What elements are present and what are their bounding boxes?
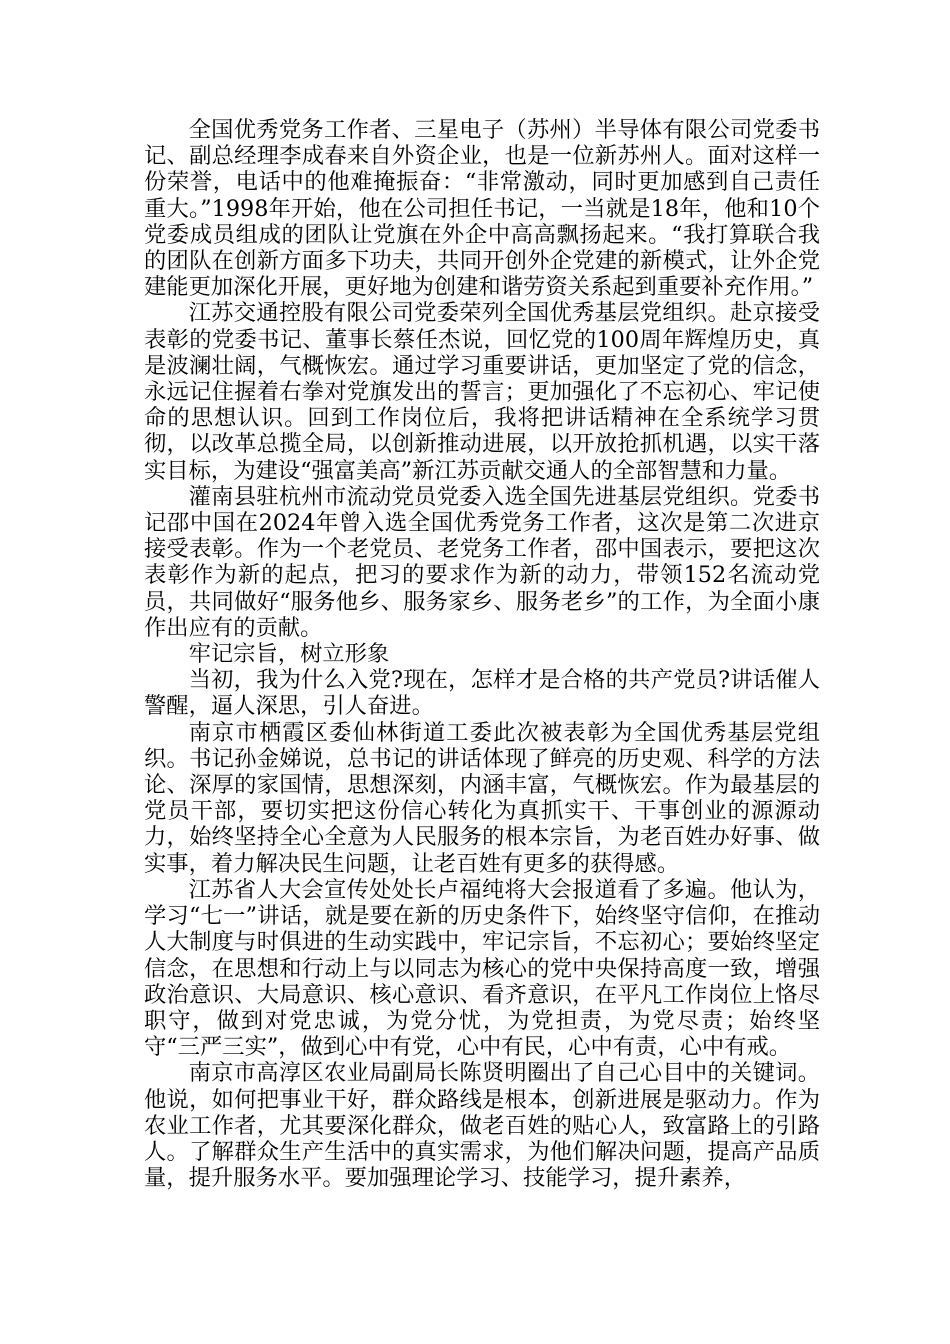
paragraph-sun-jindi: 南京市栖霞区委仙林街道工委此次被表彰为全国优秀基层党组织。书记孙金娣说，总书记的讲话体现了鲜亮的历史观、科学的方法论、深厚的家国情，思想深刻，内涵丰富，气概恢宏。作为最基层的党员干部，要切实把这份信心转化为真抓实干、干事创业的源源动力，始终坚持全心全意为人民服务的根本宗旨，为老百姓办好事、做实事，着力解决民生问题，让老百姓有更多的获得感。 — [144, 719, 820, 877]
section-heading: 牢记宗旨，树立形象 — [188, 641, 390, 668]
paragraph-li-chengchun: 全国优秀党务工作者、三星电子（苏州）半导体有限公司党委书记、副总经理李成春来自外资企业，也是一位新苏州人。面对这样一份荣誉，电话中的他难掩振奋：“非常激动，同时更加感到自己责任重大。”1998年开始，他在公司担任书记，一当就是18年，他和10个党委成员组成的团队让党旗在外企中高高飘扬起来。“我打算联合我的团队在创新方面多下功夫，共同开创外企党建的新模式，让外企党建能更加深化开展，更好地为创建和谐劳资关系起到重要补充作用。” — [144, 117, 820, 301]
paragraph-chen-xianming: 南京市高淳区农业局副局长陈贤明圈出了自己心目中的关键词。他说，如何把事业干好，群众路线是根本，创新进展是驱动力。作为农业工作者，尤其要深化群众，做老百姓的贴心人，致富路上的引路人。了解群众生产生活中的真实需求，为他们解决问题，提高产品质量，提升服务水平。要加强理论学习、技能学习，提升素养， — [144, 1060, 820, 1192]
paragraph-cai-renjie: 江苏交通控股有限公司党委荣列全国优秀基层党组织。赴京接受表彰的党委书记、董事长蔡任杰说，回忆党的100周年辉煌历史，真是波澜壮阔，气概恢宏。通过学习重要讲话，更加坚定了党的信念，永远记住握着右拳对党旗发出的誓言；更加强化了不忘初心、牢记使命的思想认识。回到工作岗位后，我将把讲话精神在全系统学习贯彻，以改革总揽全局，以创新推动进展，以开放抢抓机遇，以实干落实目标，为建设“强富美高”新江苏贡献交通人的全部智慧和力量。 — [144, 300, 820, 484]
paragraph-shao-zhongguo: 灌南县驻杭州市流动党员党委入选全国先进基层党组织。党委书记邵中国在2024年曾入选全国优秀党务工作者，这次是第二次进京接受表彰。作为一个老党员、老党务工作者，邵中国表示，要把这次表彰作为新的起点，把习的要求作为新的动力，带领152名流动党员，共同做好“服务他乡、服务家乡、服务老乡”的工作，为全面小康作出应有的贡献。 — [144, 483, 820, 641]
paragraph-lu-fuchun: 江苏省人大会宣传处处长卢福纯将大会报道看了多遍。他认为，学习“七一”讲话，就是要在新的历史条件下，始终坚守信仰，在推动人大制度与时俱进的生动实践中，牢记宗旨，不忘初心；要始终坚定信念，在思想和行动上与以同志为核心的党中央保持高度一致，增强政治意识、大局意识、核心意识、看齐意识，在平凡工作岗位上恪尽职守，做到对党忠诚，为党分忧，为党担责，为党尽责；始终坚守“三严三实”，做到心中有党，心中有民，心中有责，心中有戒。 — [144, 876, 820, 1061]
document-body — [144, 117, 820, 1191]
paragraph-intro-question: 当初，我为什么入党?现在，怎样才是合格的共产党员?讲话催人警醒，逼人深思，引人奋进。 — [144, 667, 820, 720]
